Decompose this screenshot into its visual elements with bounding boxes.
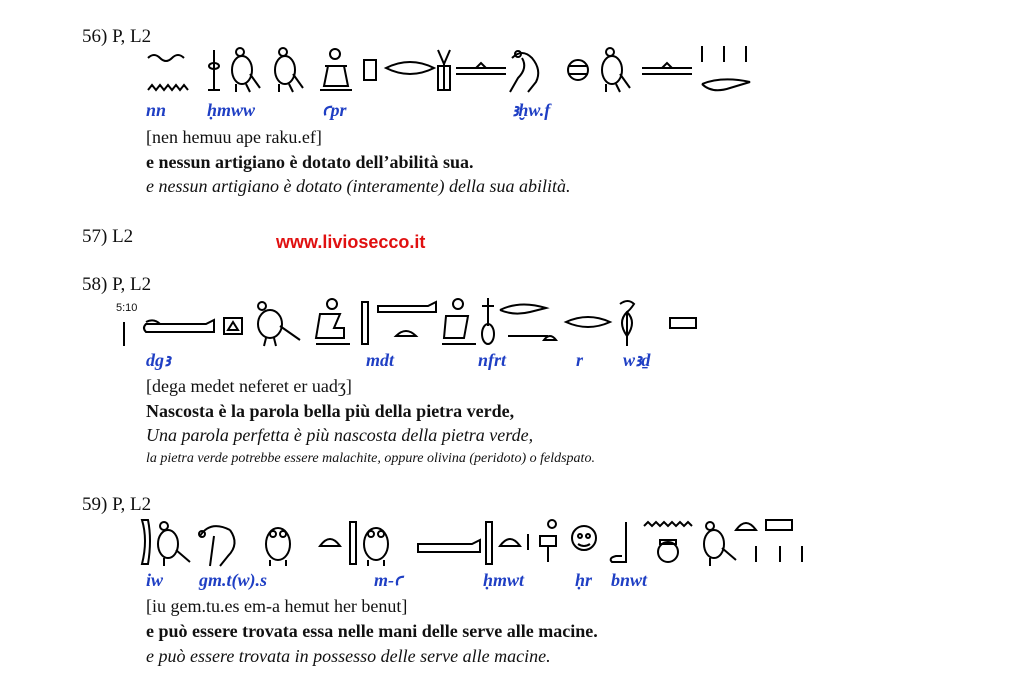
verse-56-translation-italic: e nessun artigiano è dotato (interamente) della sua abilità. (146, 176, 571, 196)
verse-58-reading: [dega medet neferet er uadʒ] (146, 376, 352, 396)
leg-glyph (611, 522, 626, 562)
reed-leaf-glyph (142, 520, 150, 564)
verse-59-translation-bold: e può essere trovata essa nelle mani delle serve alle macine. (146, 621, 598, 641)
sieve-glyph (568, 60, 588, 80)
verse-57-number: 57) L2 (82, 226, 134, 247)
tool-glyph (208, 50, 220, 90)
zigzag-glyph (644, 522, 692, 526)
verse-58-hieroglyphs (120, 296, 720, 346)
vulture-glyph-2 (275, 48, 303, 92)
verse-58-translation-italic: Una parola perfetta è più nascosta della pietra verde, (146, 425, 534, 445)
translit-mdt: mdt (366, 350, 395, 370)
translit-iw: iw (146, 570, 164, 590)
arm-glyph (144, 320, 214, 332)
seated-man-glyph (320, 49, 352, 90)
water-ripple-glyph (148, 55, 188, 90)
translit-hmwt: ḥmwt (483, 570, 525, 590)
website-watermark[interactable]: www.liviosecco.it (276, 232, 426, 252)
flat-sign-glyph (456, 63, 506, 74)
verse-58-translation-bold: Nascosta è la parola bella più della pietra verde, (146, 401, 515, 421)
vulture-glyph-3 (602, 48, 630, 92)
seated-woman-glyph (442, 299, 476, 344)
bread-glyph-2 (500, 539, 520, 546)
papyrus-glyph (620, 301, 634, 346)
translit-hr: ḥr (575, 570, 593, 590)
bird-glyph (258, 302, 300, 346)
verse-56-translation-bold: e nessun artigiano è dotato dell’abilità sua. (146, 152, 474, 172)
bread-glyph-3 (736, 523, 756, 530)
rectangle-glyph-2 (670, 318, 696, 328)
verse-59-hieroglyphs (136, 516, 816, 566)
horned-viper-glyph-2 (500, 304, 556, 340)
verse-56-reading: [nen hemuu ape raku.ef] (146, 127, 322, 147)
verse-59-reading: [iu gem.tu.es em-a hemut her benut] (146, 596, 408, 616)
flat-sign-glyph-2 (642, 63, 692, 74)
plural-strokes-glyph-2 (756, 546, 802, 562)
owl-glyph (266, 528, 290, 566)
verse-56-number: 56) P, L2 (82, 26, 152, 47)
statue-glyph (540, 520, 556, 562)
mouth-glyph (386, 62, 434, 74)
chick-glyph (158, 522, 190, 566)
translit-dga: dgꜣ (146, 350, 171, 370)
heart-trachea-glyph (482, 298, 494, 344)
owl-glyph-2 (364, 528, 388, 566)
vulture-glyph (232, 48, 260, 92)
ibis-glyph (510, 51, 538, 92)
reed-stroke-glyph (362, 302, 368, 344)
reed-stroke-glyph-3 (486, 522, 492, 564)
verse-58-number: 58) P, L2 (82, 274, 152, 295)
translit-r: r (576, 350, 584, 370)
translit-hmww: ḥmww (207, 100, 256, 120)
bird-glyph-2 (704, 522, 736, 566)
verse-56-hieroglyphs (140, 44, 760, 94)
rectangle-glyph (364, 60, 376, 80)
reed-glyph (438, 50, 450, 90)
face-glyph (572, 526, 596, 550)
ibis-glyph-2 (199, 526, 235, 566)
pot-glyph-2 (658, 540, 678, 562)
seated-man-glyph-2 (316, 299, 350, 344)
translit-akhw-f: ꜣḫw.f (512, 100, 551, 120)
reed-stroke-glyph-2 (350, 522, 356, 564)
arm-glyph-3 (418, 540, 480, 552)
translit-apr: ꜥpr (322, 100, 347, 120)
translit-nn: nn (146, 100, 167, 120)
rectangle-glyph-3 (766, 520, 792, 530)
arm-glyph-2 (378, 302, 436, 336)
verse-58-note: la pietra verde potrebbe essere malachite, oppure olivina (peridoto) o feldspato. (146, 451, 595, 466)
plural-strokes-glyph (702, 46, 746, 62)
translit-wadj: wꜣḏ (623, 350, 651, 370)
pot-glyph (224, 318, 242, 334)
horned-viper-glyph (702, 79, 750, 90)
translit-gm-tws: gm.t(w).s (199, 570, 268, 590)
verse-59-number: 59) P, L2 (82, 494, 152, 515)
translit-bnwt: bnwt (611, 570, 648, 590)
translit-m-a: m-ꜥ (374, 570, 403, 590)
bread-glyph (320, 539, 340, 546)
translit-nfrt: nfrt (478, 350, 507, 370)
mouth-glyph-2 (566, 317, 610, 327)
verse-59-translation-italic: e può essere trovata in possesso delle serve alle macine. (146, 646, 551, 666)
line-marker: 5:10 (116, 302, 138, 314)
